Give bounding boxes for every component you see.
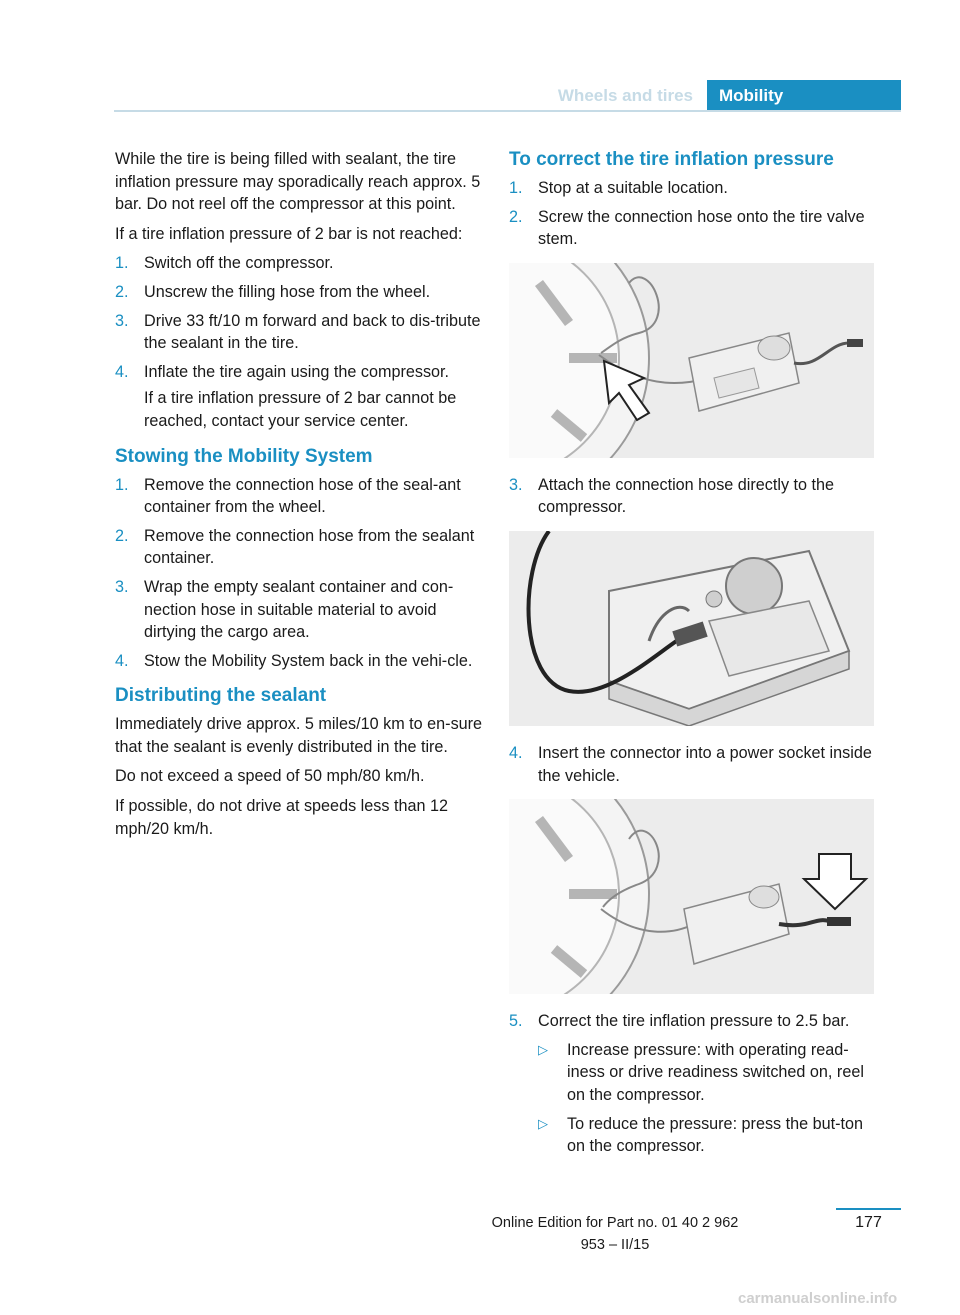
paragraph-max-speed: Do not exceed a speed of 50 mph/80 km/h.	[115, 767, 425, 786]
steps-not-reached	[115, 252, 483, 432]
paragraph-not-reached: If a tire inflation pressure of 2 bar is not reached:	[115, 224, 463, 243]
list-item: 2. Remove the connection hose from the sealant container.	[115, 526, 475, 568]
header-tab-mobility: Mobility	[707, 80, 901, 111]
right-column	[509, 148, 877, 1165]
list-item: 1. Switch off the compressor.	[115, 254, 334, 273]
left-column	[115, 148, 483, 847]
illustration-wheel-compressor-connector-arrow	[509, 799, 874, 994]
list-item: 3. Attach the connection hose directly to the compressor.	[509, 475, 835, 517]
steps-correct-pressure-a	[509, 177, 877, 251]
watermark: carmanualsonline.info	[738, 1290, 898, 1307]
list-item: 4. Insert the connector into a power socket inside the vehicle.	[509, 743, 872, 785]
list-item: 4. Stow the Mobility System back in the vehi-cle.	[115, 651, 473, 670]
steps-correct-pressure-c	[509, 742, 877, 787]
triangle-bullet-icon: ▷	[538, 1041, 548, 1057]
triangle-bullet-icon: ▷	[538, 1115, 548, 1131]
service-center-note: If a tire inflation pressure of 2 bar cannot be reached, contact your service center.	[144, 389, 457, 430]
page-number: 177	[855, 1214, 882, 1231]
list-item: 3. Wrap the empty sealant container and con-nection hose in suitable material to avoid dirtying the cargo area.	[115, 577, 454, 642]
figure-power-socket	[509, 799, 874, 994]
heading-correct-pressure: To correct the tire inflation pressure	[509, 149, 834, 170]
footer-edition: Online Edition for Part no. 01 40 2 962 953 – II/15	[491, 1215, 739, 1253]
steps-stowing	[115, 474, 483, 673]
paragraph-sealant-pressure: While the tire is being filled with sealant, the tire inflation pressure may sporadically reach approx. 5 bar. Do not reel off the compressor at this point.	[115, 150, 481, 214]
paragraph-drive-distance: Immediately drive approx. 5 miles/10 km to en-sure that the sealant is evenly distributed in the tire.	[115, 715, 483, 756]
list-item: 3. Drive 33 ft/10 m forward and back to dis-tribute the sealant in the tire.	[115, 311, 481, 353]
list-item: 2. Unscrew the filling hose from the wheel.	[115, 282, 431, 301]
pressure-adjust-bullets	[538, 1039, 877, 1158]
footer-rule	[836, 1208, 901, 1210]
steps-correct-pressure-b	[509, 474, 877, 519]
list-item: ▷ Increase pressure: with operating read-iness or drive readiness switched on, reel on the compressor.	[538, 1040, 864, 1104]
list-item: 1. Stop at a suitable location.	[509, 179, 728, 197]
illustration-wheel-compressor-arrow	[509, 263, 874, 458]
list-item: 4. Inflate the tire again using the compressor. If a tire inflation pressure of 2 bar cannot be reached, contact your service center.	[115, 361, 483, 433]
header-rule	[114, 110, 901, 112]
heading-stowing: Stowing the Mobility System	[115, 445, 373, 467]
heading-distributing: Distributing the sealant	[115, 685, 327, 707]
list-item: 5. Correct the tire inflation pressure to 2.5 bar. ▷ Increase pressure: with operating read-iness or drive readiness switched on, reel on the compressor. ▷ To reduce the pressure: press the but-ton on the compressor.	[509, 1010, 877, 1158]
figure-hose-on-compressor	[509, 531, 874, 726]
header-section: Wheels and tires	[557, 86, 693, 105]
steps-correct-pressure-d	[509, 1010, 877, 1158]
illustration-compressor-connection	[509, 531, 874, 726]
list-item: ▷ To reduce the pressure: press the but-ton on the compressor.	[538, 1114, 864, 1156]
paragraph-min-speed: If possible, do not drive at speeds less than 12 mph/20 km/h.	[115, 797, 448, 838]
list-item: 2. Screw the connection hose onto the tire valve stem.	[509, 207, 865, 249]
list-item: 1. Remove the connection hose of the seal-ant container from the wheel.	[115, 475, 461, 517]
figure-hose-on-valve	[509, 263, 874, 458]
